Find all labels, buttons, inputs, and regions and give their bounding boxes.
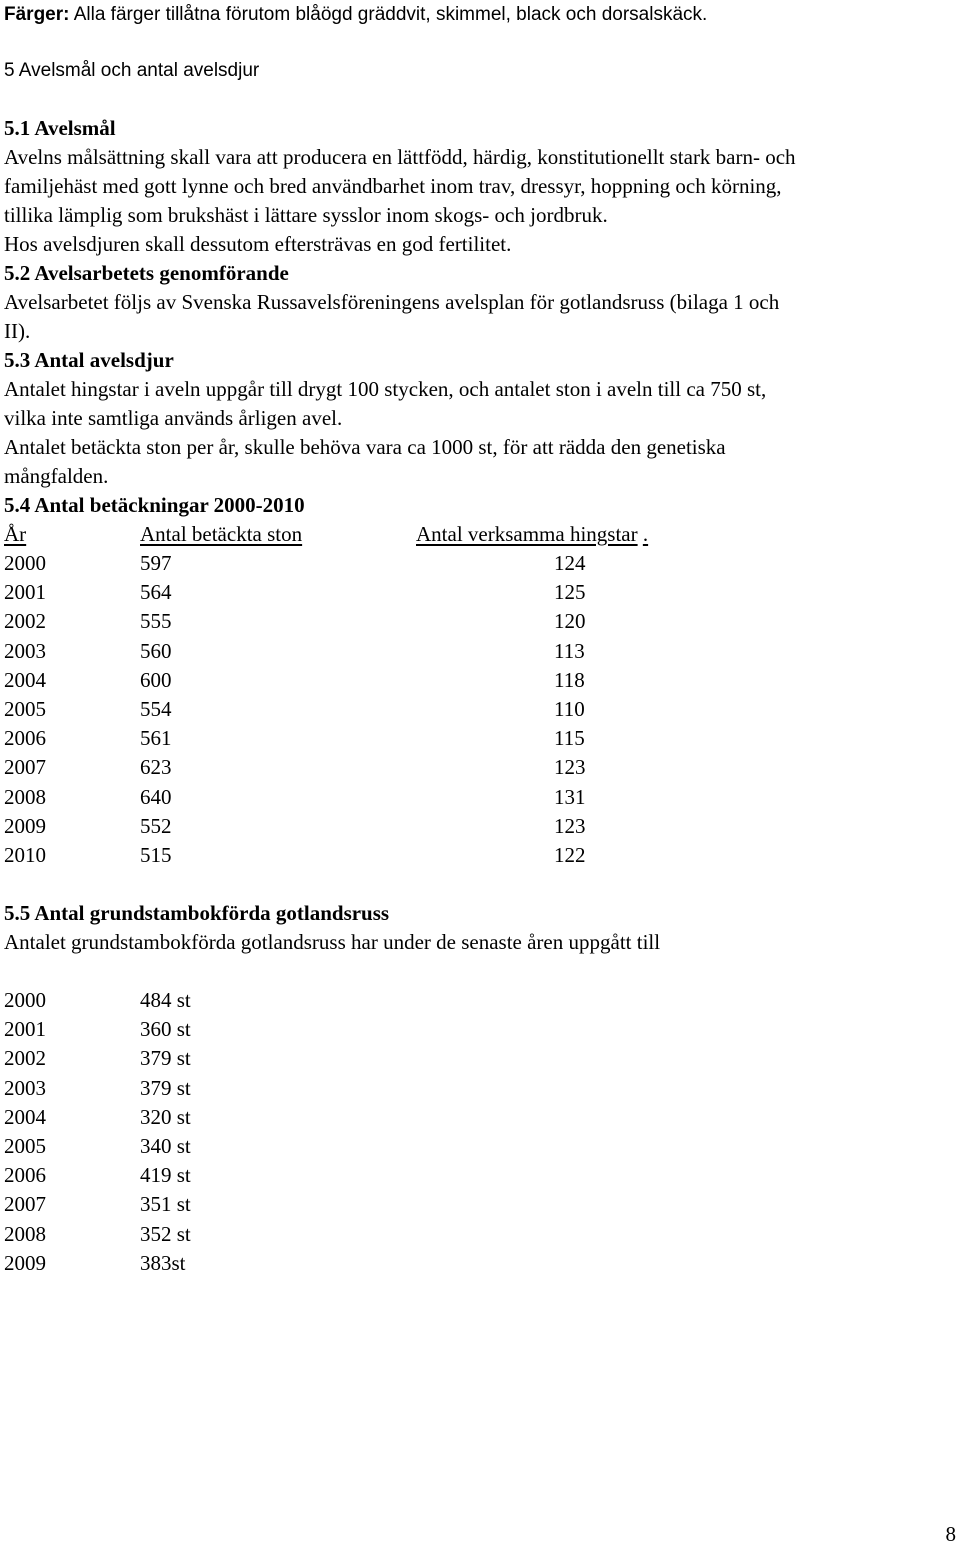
studbook-cell-year: 2007 (4, 1192, 46, 1216)
studbook-cell-count: 352 st (140, 1222, 191, 1246)
section-5-2-heading: 5.2 Avelsarbetets genomförande (4, 261, 289, 285)
section-5-2-line: II). (4, 319, 31, 343)
table-cell-year: 2009 (4, 814, 46, 838)
studbook-cell-count: 360 st (140, 1017, 191, 1041)
table-cell-year: 2006 (4, 726, 46, 750)
table-cell-year: 2004 (4, 668, 46, 692)
studbook-cell-count: 379 st (140, 1046, 191, 1070)
table-cell-covered-mares: 560 (140, 639, 172, 663)
studbook-cell-count: 320 st (140, 1105, 191, 1129)
section-5-4-heading: 5.4 Antal betäckningar 2000-2010 (4, 493, 305, 517)
table-cell-active-stallions: 131 (554, 785, 586, 809)
table-header-covered-mares: Antal betäckta ston (140, 522, 303, 546)
table-cell-year: 2008 (4, 785, 46, 809)
table-cell-covered-mares: 564 (140, 580, 172, 604)
table-cell-year: 2005 (4, 697, 46, 721)
section-5-2-line: Avelsarbetet följs av Svenska Russavelsföreningens avelsplan för gotlandsruss (bilaga 1 och (4, 290, 780, 314)
table-cell-covered-mares: 554 (140, 697, 172, 721)
table-cell-covered-mares: 623 (140, 755, 172, 779)
table-cell-active-stallions: 113 (554, 639, 585, 663)
table-cell-covered-mares: 597 (140, 551, 172, 575)
studbook-cell-year: 2001 (4, 1017, 46, 1041)
studbook-cell-count: 383st (140, 1251, 186, 1275)
table-cell-year: 2002 (4, 609, 46, 633)
section-5-1-heading: 5.1 Avelsmål (4, 116, 116, 140)
studbook-cell-year: 2005 (4, 1134, 46, 1158)
table-cell-covered-mares: 515 (140, 843, 172, 867)
table-cell-active-stallions: 125 (554, 580, 586, 604)
section-5-5-heading: 5.5 Antal grundstambokförda gotlandsruss (4, 901, 390, 925)
page-number: 8 (945, 1522, 956, 1546)
table-cell-active-stallions: 123 (554, 814, 586, 838)
studbook-cell-year: 2006 (4, 1163, 46, 1187)
section-5-3-line: vilka inte samtliga används årligen avel. (4, 406, 343, 430)
section-5-1-line: Hos avelsdjuren skall dessutom eftersträvas en god fertilitet. (4, 232, 512, 256)
colors-line (4, 2, 707, 27)
section-5-3-line: Antalet hingstar i aveln uppgår till drygt 100 stycken, och antalet ston i aveln till ca 750 st, (4, 377, 767, 401)
table-cell-active-stallions: 118 (554, 668, 585, 692)
section-5-heading: 5 Avelsmål och antal avelsdjur (4, 60, 260, 81)
table-header-active-stallions: Antal verksamma hingstar (416, 522, 638, 546)
studbook-cell-year: 2009 (4, 1251, 46, 1275)
colors-text: Alla färger tillåtna förutom blåögd gräddvit, skimmel, black och dorsalskäck. (69, 4, 708, 25)
studbook-cell-count: 351 st (140, 1192, 191, 1216)
section-5-3-line: Antalet betäckta ston per år, skulle behöva vara ca 1000 st, för att rädda den genetiska (4, 435, 726, 459)
table-cell-active-stallions: 120 (554, 609, 586, 633)
table-cell-year: 2010 (4, 843, 46, 867)
studbook-cell-count: 379 st (140, 1076, 191, 1100)
table-cell-active-stallions: 115 (554, 726, 585, 750)
table-cell-covered-mares: 561 (140, 726, 172, 750)
studbook-cell-year: 2000 (4, 988, 46, 1012)
table-cell-covered-mares: 600 (140, 668, 172, 692)
studbook-cell-count: 340 st (140, 1134, 191, 1158)
section-5-3-line: mångfalden. (4, 464, 109, 488)
table-cell-active-stallions: 124 (554, 551, 586, 575)
studbook-cell-year: 2004 (4, 1105, 46, 1129)
section-5-1-line: familjehäst med gott lynne och bred användbarhet inom trav, dressyr, hoppning och körning, (4, 174, 782, 198)
section-5-1-line: tillika lämplig som brukshäst i lättare sysslor inom skogs- och jordbruk. (4, 203, 608, 227)
studbook-cell-year: 2008 (4, 1222, 46, 1246)
table-cell-covered-mares: 640 (140, 785, 172, 809)
studbook-cell-year: 2003 (4, 1076, 46, 1100)
table-cell-covered-mares: 555 (140, 609, 172, 633)
table-cell-year: 2003 (4, 639, 46, 663)
table-cell-covered-mares: 552 (140, 814, 172, 838)
section-5-1-line: Avelns målsättning skall vara att producera en lättfödd, härdig, konstitutionellt stark barn- och (4, 145, 796, 169)
table-cell-year: 2001 (4, 580, 46, 604)
table-header-active-stallions-wrap (416, 522, 648, 547)
studbook-cell-count: 419 st (140, 1163, 191, 1187)
colors-label: Färger: (4, 4, 70, 25)
table-header-trailing: . (642, 522, 649, 546)
table-cell-year: 2007 (4, 755, 46, 779)
table-header-year: År (4, 522, 27, 546)
section-5-3-heading: 5.3 Antal avelsdjur (4, 348, 174, 372)
table-cell-active-stallions: 123 (554, 755, 586, 779)
table-cell-active-stallions: 122 (554, 843, 586, 867)
table-cell-active-stallions: 110 (554, 697, 585, 721)
studbook-cell-year: 2002 (4, 1046, 46, 1070)
table-cell-year: 2000 (4, 551, 46, 575)
studbook-cell-count: 484 st (140, 988, 191, 1012)
section-5-5-intro: Antalet grundstambokförda gotlandsruss har under de senaste åren uppgått till (4, 930, 661, 954)
